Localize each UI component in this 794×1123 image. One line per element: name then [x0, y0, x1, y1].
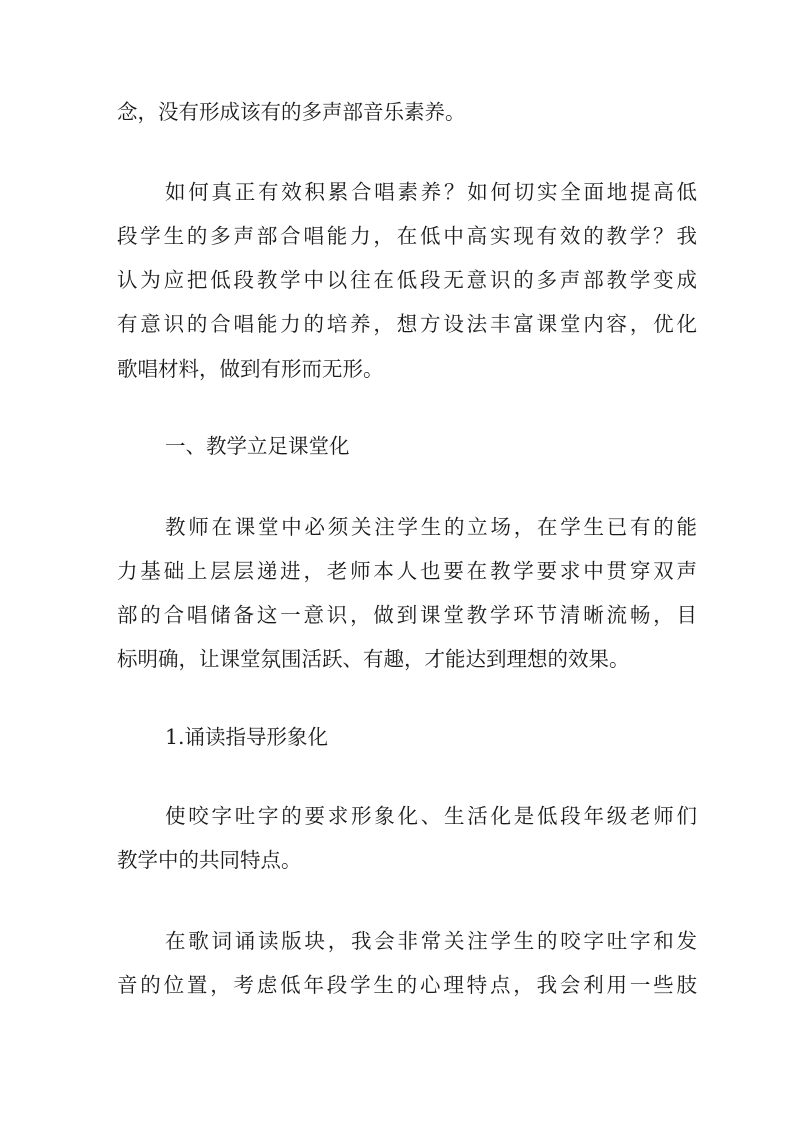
- paragraph-line: 段学生的多声部合唱能力，在低中高实现有效的教学？我: [117, 224, 697, 248]
- section-heading: 一、教学立足课堂化: [165, 434, 350, 458]
- paragraph-line: 有意识的合唱能力的培养，想方设法丰富课堂内容，优化: [117, 312, 697, 336]
- paragraph-line: 音的位置，考虑低年段学生的心理特点，我会利用一些肢: [117, 973, 697, 997]
- paragraph-line: 力基础上层层递进，老师本人也要在教学要求中贯穿双声: [117, 559, 697, 583]
- paragraph-line: 使咬字吐字的要求形象化、生活化是低段年级老师们: [165, 804, 697, 828]
- paragraph-line: 教学中的共同特点。: [117, 848, 302, 872]
- paragraph-line: 认为应把低段教学中以往在低段无意识的多声部教学变成: [117, 268, 697, 292]
- paragraph-line: 如何真正有效积累合唱素养？如何切实全面地提高低: [165, 180, 697, 204]
- paragraph-line: 歌唱材料，做到有形而无形。: [117, 357, 384, 381]
- paragraph-line: 部的合唱储备这一意识，做到课堂教学环节清晰流畅，目: [117, 603, 697, 627]
- subsection-heading: 1.诵读指导形象化: [165, 725, 329, 749]
- paragraph-line: 标明确，让课堂氛围活跃、有趣，才能达到理想的效果。: [117, 647, 630, 671]
- paragraph-line: 教师在课堂中必须关注学生的立场，在学生已有的能: [165, 515, 697, 539]
- paragraph-line: 在歌词诵读版块，我会非常关注学生的咬字吐字和发: [165, 929, 697, 953]
- paragraph-line: 念，没有形成该有的多声部音乐素养。: [117, 100, 466, 124]
